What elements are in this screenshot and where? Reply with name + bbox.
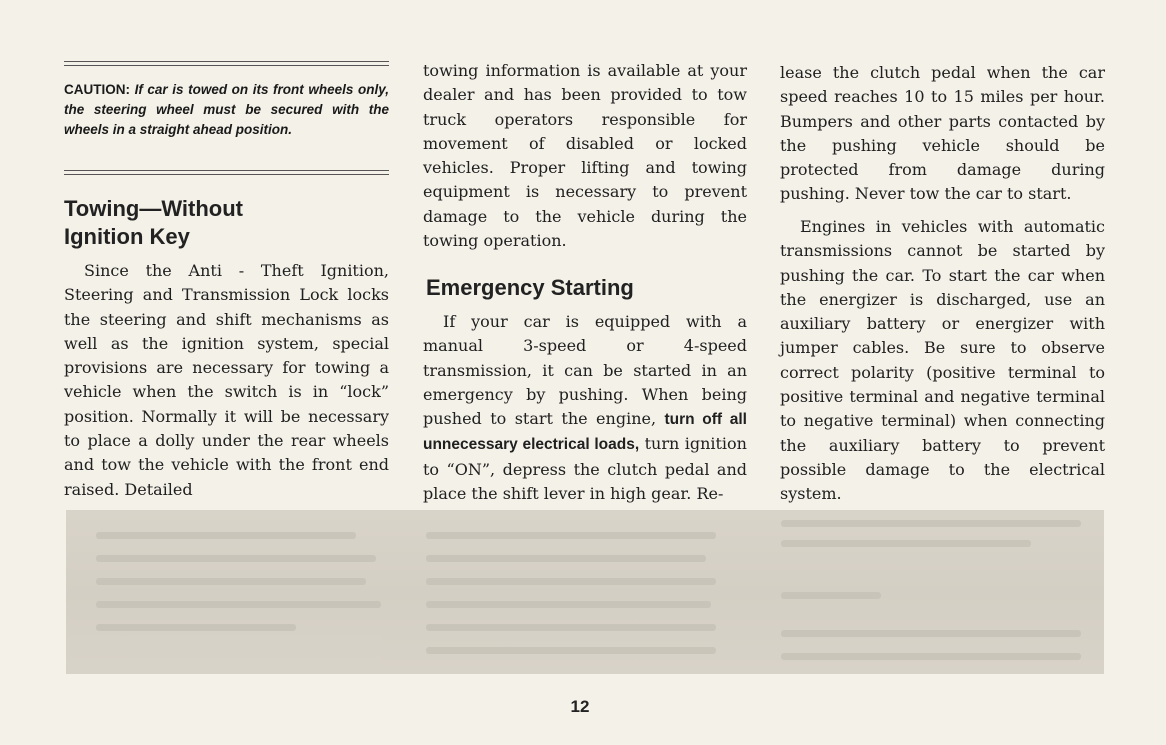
towing-continuation: towing information is available at your dealer and has been provided to tow truck operators responsible for movement of disabled or locked vehicles. Proper lifting and towing equipment is necessary to prevent damage to the vehicle during the towing operation. — [423, 61, 747, 251]
caution-rule-bottom — [64, 170, 389, 175]
towing-heading — [64, 195, 389, 251]
emergency-text-part2: turn ignition to “ON”, depress the clutch pedal and place the shift lever in high gear. Re- — [423, 434, 747, 504]
emergency-paragraph — [423, 310, 747, 506]
caution-text: If car is towed on its front wheels only, the steering wheel must be secured with the wheels in a straight ahead position. — [64, 82, 389, 137]
emergency-bold-warning: turn off all unnecessary electrical loads, — [423, 411, 747, 454]
emergency-starting-heading: Emergency Starting — [426, 275, 634, 300]
emergency-continuation: lease the clutch pedal when the car speed reaches 10 to 15 miles per hour. Bumpers and other parts contacted by the pushing vehicle should be protected from damage during pushing. Never tow the car to start. — [780, 63, 1105, 204]
emergency-text-part1: If your car is equipped with a manual 3-speed or 4-speed transmission, it can be started in an emergency by pushing. When being pushed to start the engine, — [423, 312, 747, 429]
page-number: 12 — [570, 697, 590, 716]
towing-heading-line1: Towing—Without — [64, 196, 243, 221]
caution-label: CAUTION: — [64, 82, 130, 97]
caution-rule-top — [64, 61, 389, 66]
towing-heading-line2: Ignition Key — [64, 224, 190, 249]
bleed-through-shadow — [66, 510, 1104, 674]
caution-box — [64, 80, 389, 140]
towing-paragraph: Since the Anti - Theft Ignition, Steering and Transmission Lock locks the steering and shift mechanisms as well as the ignition system, special provisions are necessary for towing a vehicle when the switch is in “lock” position. Normally it will be necessary to place a dolly under the rear wheels and tow the vehicle with the front end raised. Detailed — [64, 261, 389, 499]
automatic-transmission-paragraph: Engines in vehicles with automatic transmissions cannot be started by pushing the car. To start the car when the energizer is discharged, use an auxiliary battery or energizer with jumper cables. Be sure to observe correct polarity (positive terminal to positive terminal and negative terminal to negative terminal) when connecting the auxiliary battery to prevent possible damage to the electrical system. — [780, 217, 1105, 504]
